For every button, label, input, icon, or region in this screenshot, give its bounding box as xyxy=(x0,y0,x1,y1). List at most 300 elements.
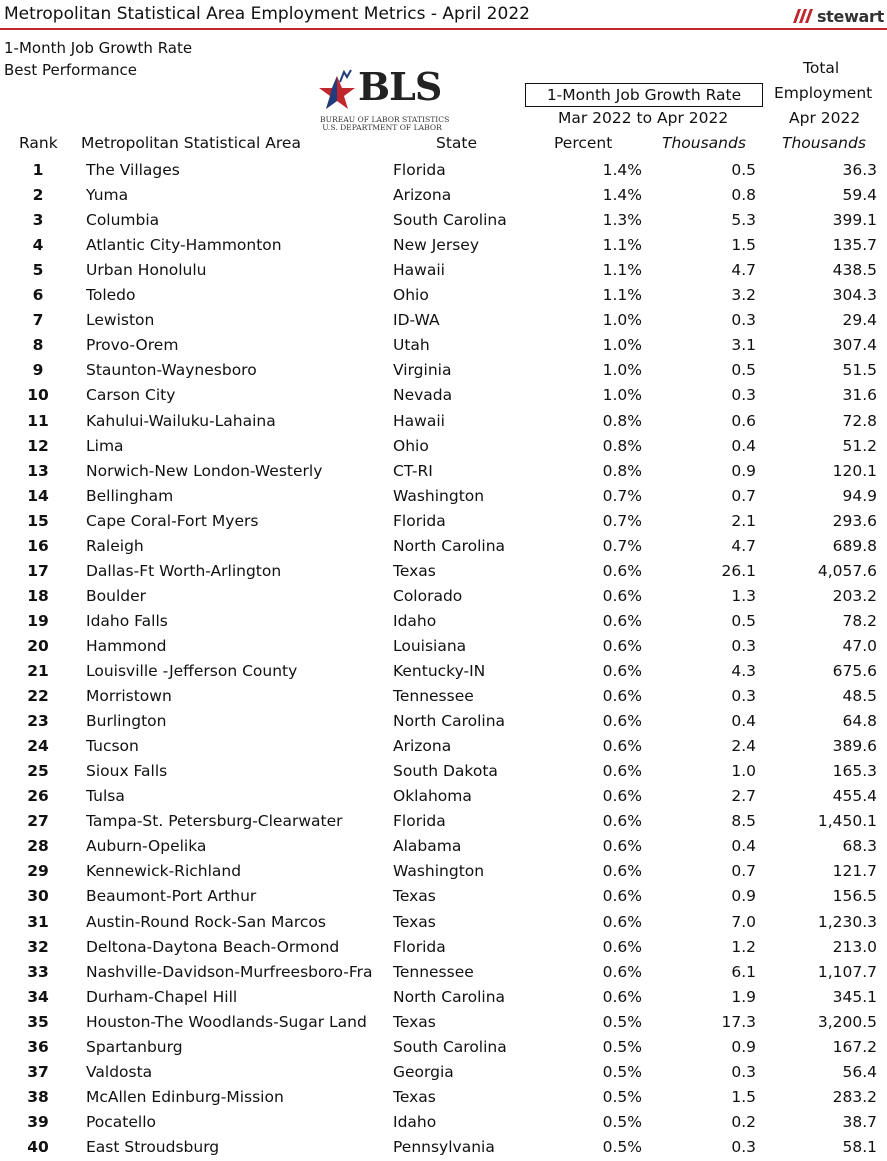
msa-cell: Tampa-St. Petersburg-Clearwater xyxy=(86,812,343,831)
rank-cell: 39 xyxy=(27,1112,49,1131)
rank-cell: 19 xyxy=(27,611,49,630)
percent-cell: 0.6% xyxy=(602,712,642,731)
msa-cell: Urban Honolulu xyxy=(86,261,207,280)
state-cell: Washington xyxy=(393,862,485,881)
employment-cell: 165.3 xyxy=(832,762,877,781)
title-divider xyxy=(0,28,887,30)
msa-cell: Nashville-Davidson-Murfreesboro-Fra xyxy=(86,962,373,981)
thousands-cell: 1.5 xyxy=(731,236,756,255)
table-row xyxy=(0,258,887,283)
state-cell: North Carolina xyxy=(393,712,506,731)
table-row xyxy=(0,509,887,534)
state-cell: Ohio xyxy=(393,436,429,455)
employment-cell: 1,230.3 xyxy=(817,912,877,931)
table-row xyxy=(0,609,887,634)
rank-cell: 31 xyxy=(27,912,49,931)
msa-cell: Morristown xyxy=(86,687,172,706)
percent-cell: 1.4% xyxy=(602,186,642,205)
table-row xyxy=(0,935,887,960)
thousands-cell: 4.7 xyxy=(731,261,756,280)
bls-logo xyxy=(314,64,450,134)
percent-cell: 0.6% xyxy=(602,837,642,856)
table-row xyxy=(0,534,887,559)
state-cell: Hawaii xyxy=(393,261,445,280)
employment-cell: 51.5 xyxy=(842,361,877,380)
state-cell: North Carolina xyxy=(393,536,506,555)
thousands-cell: 6.1 xyxy=(731,962,756,981)
percent-cell: 0.7% xyxy=(602,536,642,555)
thousands-cell: 0.6 xyxy=(731,411,756,430)
msa-cell: Boulder xyxy=(86,586,146,605)
thousands-cell: 1.2 xyxy=(731,937,756,956)
state-cell: South Carolina xyxy=(393,211,507,230)
employment-cell: 47.0 xyxy=(842,636,877,655)
msa-cell: Staunton-Waynesboro xyxy=(86,361,257,380)
rank-cell: 16 xyxy=(27,536,49,555)
msa-cell: Louisville -Jefferson County xyxy=(86,662,298,680)
msa-cell: Lewiston xyxy=(86,311,155,330)
state-cell: Pennsylvania xyxy=(393,1137,495,1156)
employment-cell: 438.5 xyxy=(832,261,877,280)
state-cell: Texas xyxy=(393,1087,436,1106)
thousands-cell: 0.9 xyxy=(731,1037,756,1056)
stewart-wordmark: stewart xyxy=(816,6,884,26)
table-row xyxy=(0,734,887,759)
rank-cell: 10 xyxy=(27,386,49,405)
rank-cell: 26 xyxy=(27,787,49,806)
subtitle-performance: Best Performance xyxy=(4,61,138,79)
thousands-cell: 0.5 xyxy=(731,161,756,179)
rank-cell: 40 xyxy=(27,1137,49,1156)
percent-cell: 0.5% xyxy=(602,1037,642,1056)
percent-cell: 0.6% xyxy=(602,787,642,806)
rank-cell: 14 xyxy=(27,486,49,505)
employment-thousands-header: Thousands xyxy=(782,134,866,152)
employment-cell: 304.3 xyxy=(832,286,877,305)
percent-cell: 0.8% xyxy=(602,461,642,480)
rank-cell: 7 xyxy=(32,311,44,330)
thousands-cell: 0.2 xyxy=(731,1112,756,1131)
state-cell: Florida xyxy=(393,937,446,956)
growth-group-header: 1-Month Job Growth Rate xyxy=(525,83,763,107)
rank-cell: 21 xyxy=(27,662,49,680)
percent-cell: 0.5% xyxy=(602,1137,642,1156)
msa-cell: Dallas-Ft Worth-Arlington xyxy=(86,561,282,580)
employment-cell: 31.6 xyxy=(842,386,877,405)
msa-cell: Idaho Falls xyxy=(86,611,168,630)
percent-cell: 1.4% xyxy=(602,161,642,179)
table-row xyxy=(0,409,887,434)
state-cell: Nevada xyxy=(393,386,453,405)
state-cell: Idaho xyxy=(393,611,437,630)
rank-cell: 9 xyxy=(32,361,44,380)
percent-cell: 0.8% xyxy=(602,436,642,455)
msa-cell: Burlington xyxy=(86,712,167,731)
state-cell: Tennessee xyxy=(393,962,474,981)
total-header-line3: Apr 2022 xyxy=(789,109,861,127)
thousands-cell: 3.2 xyxy=(731,286,756,305)
rank-cell: 17 xyxy=(27,561,49,580)
rank-cell: 18 xyxy=(27,586,49,605)
rank-cell: 24 xyxy=(27,737,49,756)
percent-cell: 0.6% xyxy=(602,987,642,1006)
msa-cell: Toledo xyxy=(86,286,136,305)
rank-cell: 3 xyxy=(32,211,44,230)
percent-cell: 0.6% xyxy=(602,762,642,781)
msa-cell: McAllen Edinburg-Mission xyxy=(86,1087,284,1106)
msa-cell: Pocatello xyxy=(86,1112,157,1131)
employment-cell: 283.2 xyxy=(832,1087,877,1106)
msa-cell: Atlantic City-Hammonton xyxy=(86,236,282,255)
page-title: Metropolitan Statistical Area Employment Metrics - April 2022 xyxy=(4,4,530,24)
thousands-cell: 0.7 xyxy=(731,862,756,881)
rank-cell: 2 xyxy=(32,186,44,205)
state-cell: ID-WA xyxy=(393,311,440,330)
thousands-cell: 5.3 xyxy=(731,211,756,230)
percent-cell: 1.1% xyxy=(602,236,642,255)
table-row xyxy=(0,910,887,935)
stewart-slash-icon xyxy=(789,9,817,23)
bls-department-line: U.S. DEPARTMENT OF LABOR xyxy=(322,123,442,132)
thousands-cell: 0.3 xyxy=(731,636,756,655)
employment-cell: 675.6 xyxy=(832,662,877,680)
table-row xyxy=(0,333,887,358)
rank-cell: 1 xyxy=(32,161,44,179)
rank-cell: 12 xyxy=(27,436,49,455)
thousands-cell: 0.3 xyxy=(731,687,756,706)
thousands-cell: 17.3 xyxy=(721,1012,756,1031)
percent-cell: 0.6% xyxy=(602,812,642,831)
state-cell: Utah xyxy=(393,336,430,355)
percent-cell: 0.6% xyxy=(602,662,642,680)
employment-cell: 64.8 xyxy=(842,712,877,731)
thousands-cell: 8.5 xyxy=(731,812,756,831)
rank-cell: 30 xyxy=(27,887,49,906)
table-row xyxy=(0,484,887,509)
rank-cell: 15 xyxy=(27,511,49,530)
percent-cell: 0.6% xyxy=(602,912,642,931)
percent-cell: 1.1% xyxy=(602,286,642,305)
rank-cell: 32 xyxy=(27,937,49,956)
msa-cell: Tucson xyxy=(86,737,139,756)
rank-cell: 8 xyxy=(32,336,44,355)
employment-cell: 68.3 xyxy=(842,837,877,856)
msa-cell: Yuma xyxy=(86,186,129,205)
rank-cell: 36 xyxy=(27,1037,49,1056)
state-cell: Texas xyxy=(393,887,436,906)
thousands-cell: 2.7 xyxy=(731,787,756,806)
bls-subtext xyxy=(320,115,450,132)
table-row xyxy=(0,358,887,383)
state-cell: Virginia xyxy=(393,361,452,380)
rank-cell: 37 xyxy=(27,1062,49,1081)
rank-cell: 4 xyxy=(32,236,44,255)
rank-cell: 38 xyxy=(27,1087,49,1106)
percent-cell: 0.6% xyxy=(602,962,642,981)
table-row xyxy=(0,1110,887,1135)
thousands-cell: 0.3 xyxy=(731,1062,756,1081)
rank-cell: 28 xyxy=(27,837,49,856)
state-cell: Georgia xyxy=(393,1062,454,1081)
rank-cell: 13 xyxy=(27,461,49,480)
employment-cell: 120.1 xyxy=(832,461,877,480)
employment-cell: 167.2 xyxy=(832,1037,877,1056)
state-cell: Texas xyxy=(393,912,436,931)
rank-cell: 11 xyxy=(27,411,49,430)
thousands-cell: 1.0 xyxy=(731,762,756,781)
table-row xyxy=(0,434,887,459)
msa-cell: East Stroudsburg xyxy=(86,1137,220,1156)
employment-cell: 156.5 xyxy=(832,887,877,906)
percent-cell: 1.0% xyxy=(602,336,642,355)
state-cell: Kentucky-IN xyxy=(393,662,486,680)
table-row xyxy=(0,383,887,408)
rank-cell: 20 xyxy=(27,636,49,655)
state-cell: Idaho xyxy=(393,1112,437,1131)
msa-cell: Austin-Round Rock-San Marcos xyxy=(86,912,326,931)
percent-cell: 1.0% xyxy=(602,361,642,380)
msa-cell: Norwich-New London-Westerly xyxy=(86,461,323,480)
percent-cell: 0.6% xyxy=(602,561,642,580)
msa-cell: Bellingham xyxy=(86,486,174,505)
state-cell: Colorado xyxy=(393,586,463,605)
thousands-cell: 0.4 xyxy=(731,712,756,731)
percent-cell: 1.1% xyxy=(602,261,642,280)
msa-cell: Kahului-Wailuku-Lahaina xyxy=(86,411,276,430)
thousands-cell: 0.5 xyxy=(731,611,756,630)
percent-cell: 0.6% xyxy=(602,937,642,956)
bls-star-icon xyxy=(314,68,360,114)
state-cell: Florida xyxy=(393,511,446,530)
msa-cell: Raleigh xyxy=(86,536,144,555)
total-header-line1: Total xyxy=(803,59,840,77)
rank-cell: 23 xyxy=(27,712,49,731)
state-cell: North Carolina xyxy=(393,987,506,1006)
table-row xyxy=(0,759,887,784)
thousands-cell: 1.9 xyxy=(731,987,756,1006)
table-row xyxy=(0,308,887,333)
msa-cell: Cape Coral-Fort Myers xyxy=(86,511,259,530)
msa-cell: Deltona-Daytona Beach-Ormond xyxy=(86,937,340,956)
state-header: State xyxy=(436,134,478,152)
table-row xyxy=(0,634,887,659)
rank-header: Rank xyxy=(19,134,58,152)
title-bar xyxy=(0,0,887,30)
table-row xyxy=(0,859,887,884)
percent-cell: 0.7% xyxy=(602,511,642,530)
msa-header: Metropolitan Statistical Area xyxy=(81,134,301,152)
employment-cell: 94.9 xyxy=(842,486,877,505)
percent-cell: 0.6% xyxy=(602,586,642,605)
percent-cell: 0.5% xyxy=(602,1087,642,1106)
table-row xyxy=(0,659,887,684)
table-row xyxy=(0,1085,887,1110)
employment-cell: 293.6 xyxy=(832,511,877,530)
employment-cell: 1,107.7 xyxy=(817,962,877,981)
table-row xyxy=(0,233,887,258)
employment-cell: 72.8 xyxy=(842,411,877,430)
employment-cell: 121.7 xyxy=(832,862,877,881)
employment-cell: 56.4 xyxy=(842,1062,877,1081)
thousands-cell: 0.9 xyxy=(731,461,756,480)
subtitle-metric: 1-Month Job Growth Rate xyxy=(4,39,193,57)
table-row xyxy=(0,1135,887,1160)
employment-cell: 78.2 xyxy=(842,611,877,630)
state-cell: Arizona xyxy=(393,186,452,205)
rank-cell: 35 xyxy=(27,1012,49,1031)
employment-cell: 389.6 xyxy=(832,737,877,756)
state-cell: South Carolina xyxy=(393,1037,507,1056)
state-cell: New Jersey xyxy=(393,236,479,255)
rank-cell: 27 xyxy=(27,812,49,831)
percent-cell: 0.6% xyxy=(602,636,642,655)
employment-cell: 4,057.6 xyxy=(817,561,877,580)
growth-period-header: Mar 2022 to Apr 2022 xyxy=(558,109,729,127)
msa-cell: Hammond xyxy=(86,636,167,655)
state-cell: Arizona xyxy=(393,737,452,756)
employment-cell: 307.4 xyxy=(832,336,877,355)
table-row xyxy=(0,960,887,985)
thousands-cell: 0.3 xyxy=(731,311,756,330)
percent-header: Percent xyxy=(554,134,613,152)
state-cell: Texas xyxy=(393,561,436,580)
thousands-cell: 0.8 xyxy=(731,186,756,205)
thousands-header: Thousands xyxy=(662,134,746,152)
state-cell: Alabama xyxy=(393,837,462,856)
table-row xyxy=(0,183,887,208)
msa-cell: Tulsa xyxy=(86,787,125,806)
state-cell: Washington xyxy=(393,486,485,505)
table-row xyxy=(0,709,887,734)
state-cell: CT-RI xyxy=(393,461,433,480)
table-row xyxy=(0,684,887,709)
table-row xyxy=(0,985,887,1010)
table-row xyxy=(0,283,887,308)
employment-cell: 689.8 xyxy=(832,536,877,555)
employment-cell: 51.2 xyxy=(842,436,877,455)
table-row xyxy=(0,1060,887,1085)
thousands-cell: 0.9 xyxy=(731,887,756,906)
rank-cell: 6 xyxy=(32,286,44,305)
state-cell: Oklahoma xyxy=(393,787,472,806)
percent-cell: 0.5% xyxy=(602,1012,642,1031)
rank-cell: 29 xyxy=(27,862,49,881)
thousands-cell: 0.4 xyxy=(731,436,756,455)
total-header-line2: Employment xyxy=(774,84,873,102)
percent-cell: 0.6% xyxy=(602,611,642,630)
msa-cell: Valdosta xyxy=(86,1062,153,1081)
employment-cell: 3,200.5 xyxy=(817,1012,877,1031)
msa-cell: Beaumont-Port Arthur xyxy=(86,887,257,906)
rank-cell: 34 xyxy=(27,987,49,1006)
employment-cell: 213.0 xyxy=(832,937,877,956)
table-row xyxy=(0,459,887,484)
table-row xyxy=(0,834,887,859)
percent-cell: 1.3% xyxy=(602,211,642,230)
thousands-cell: 0.3 xyxy=(731,1137,756,1156)
employment-cell: 135.7 xyxy=(832,236,877,255)
state-cell: Louisiana xyxy=(393,636,467,655)
percent-cell: 1.0% xyxy=(602,386,642,405)
thousands-cell: 0.3 xyxy=(731,386,756,405)
percent-cell: 0.6% xyxy=(602,887,642,906)
table-row xyxy=(0,1035,887,1060)
msa-cell: Kennewick-Richland xyxy=(86,862,242,881)
employment-cell: 36.3 xyxy=(842,161,877,179)
state-cell: Hawaii xyxy=(393,411,445,430)
table-row xyxy=(0,809,887,834)
table-row xyxy=(0,208,887,233)
thousands-cell: 7.0 xyxy=(731,912,756,931)
employment-cell: 38.7 xyxy=(842,1112,877,1131)
msa-cell: Spartanburg xyxy=(86,1037,183,1056)
msa-cell: Carson City xyxy=(86,386,176,405)
percent-cell: 0.6% xyxy=(602,862,642,881)
bls-agency-line: BUREAU OF LABOR STATISTICS xyxy=(320,115,450,124)
thousands-cell: 4.3 xyxy=(731,662,756,680)
employment-cell: 29.4 xyxy=(842,311,877,330)
state-cell: Texas xyxy=(393,1012,436,1031)
thousands-cell: 0.4 xyxy=(731,837,756,856)
thousands-cell: 2.4 xyxy=(731,737,756,756)
table-row xyxy=(0,158,887,183)
msa-cell: The Villages xyxy=(86,161,180,179)
thousands-cell: 0.7 xyxy=(731,486,756,505)
msa-cell: Columbia xyxy=(86,211,160,230)
percent-cell: 0.6% xyxy=(602,687,642,706)
thousands-cell: 1.3 xyxy=(731,586,756,605)
percent-cell: 1.0% xyxy=(602,311,642,330)
rank-cell: 25 xyxy=(27,762,49,781)
thousands-cell: 3.1 xyxy=(731,336,756,355)
state-cell: Florida xyxy=(393,812,446,831)
stewart-logo xyxy=(789,6,884,26)
state-cell: Tennessee xyxy=(393,687,474,706)
percent-cell: 0.7% xyxy=(602,486,642,505)
bls-wordmark: BLS xyxy=(358,64,442,109)
msa-cell: Auburn-Opelika xyxy=(86,837,207,856)
table-row xyxy=(0,584,887,609)
percent-cell: 0.5% xyxy=(602,1062,642,1081)
rank-cell: 22 xyxy=(27,687,49,706)
state-cell: Florida xyxy=(393,161,446,179)
percent-cell: 0.6% xyxy=(602,737,642,756)
employment-cell: 48.5 xyxy=(842,687,877,706)
rank-cell: 5 xyxy=(32,261,44,280)
employment-cell: 455.4 xyxy=(832,787,877,806)
table-row xyxy=(0,559,887,584)
table-row xyxy=(0,1010,887,1035)
msa-cell: Sioux Falls xyxy=(86,762,168,781)
employment-cell: 345.1 xyxy=(832,987,877,1006)
thousands-cell: 0.5 xyxy=(731,361,756,380)
msa-cell: Provo-Orem xyxy=(86,336,179,355)
state-cell: South Dakota xyxy=(393,762,498,781)
thousands-cell: 1.5 xyxy=(731,1087,756,1106)
state-cell: Ohio xyxy=(393,286,429,305)
thousands-cell: 4.7 xyxy=(731,536,756,555)
rank-cell: 33 xyxy=(27,962,49,981)
percent-cell: 0.5% xyxy=(602,1112,642,1131)
table-row xyxy=(0,784,887,809)
employment-cell: 203.2 xyxy=(832,586,877,605)
thousands-cell: 2.1 xyxy=(731,511,756,530)
employment-cell: 58.1 xyxy=(842,1137,877,1156)
msa-cell: Houston-The Woodlands-Sugar Land xyxy=(86,1012,367,1031)
msa-cell: Durham-Chapel Hill xyxy=(86,987,238,1006)
employment-cell: 1,450.1 xyxy=(817,812,877,831)
percent-cell: 0.8% xyxy=(602,411,642,430)
